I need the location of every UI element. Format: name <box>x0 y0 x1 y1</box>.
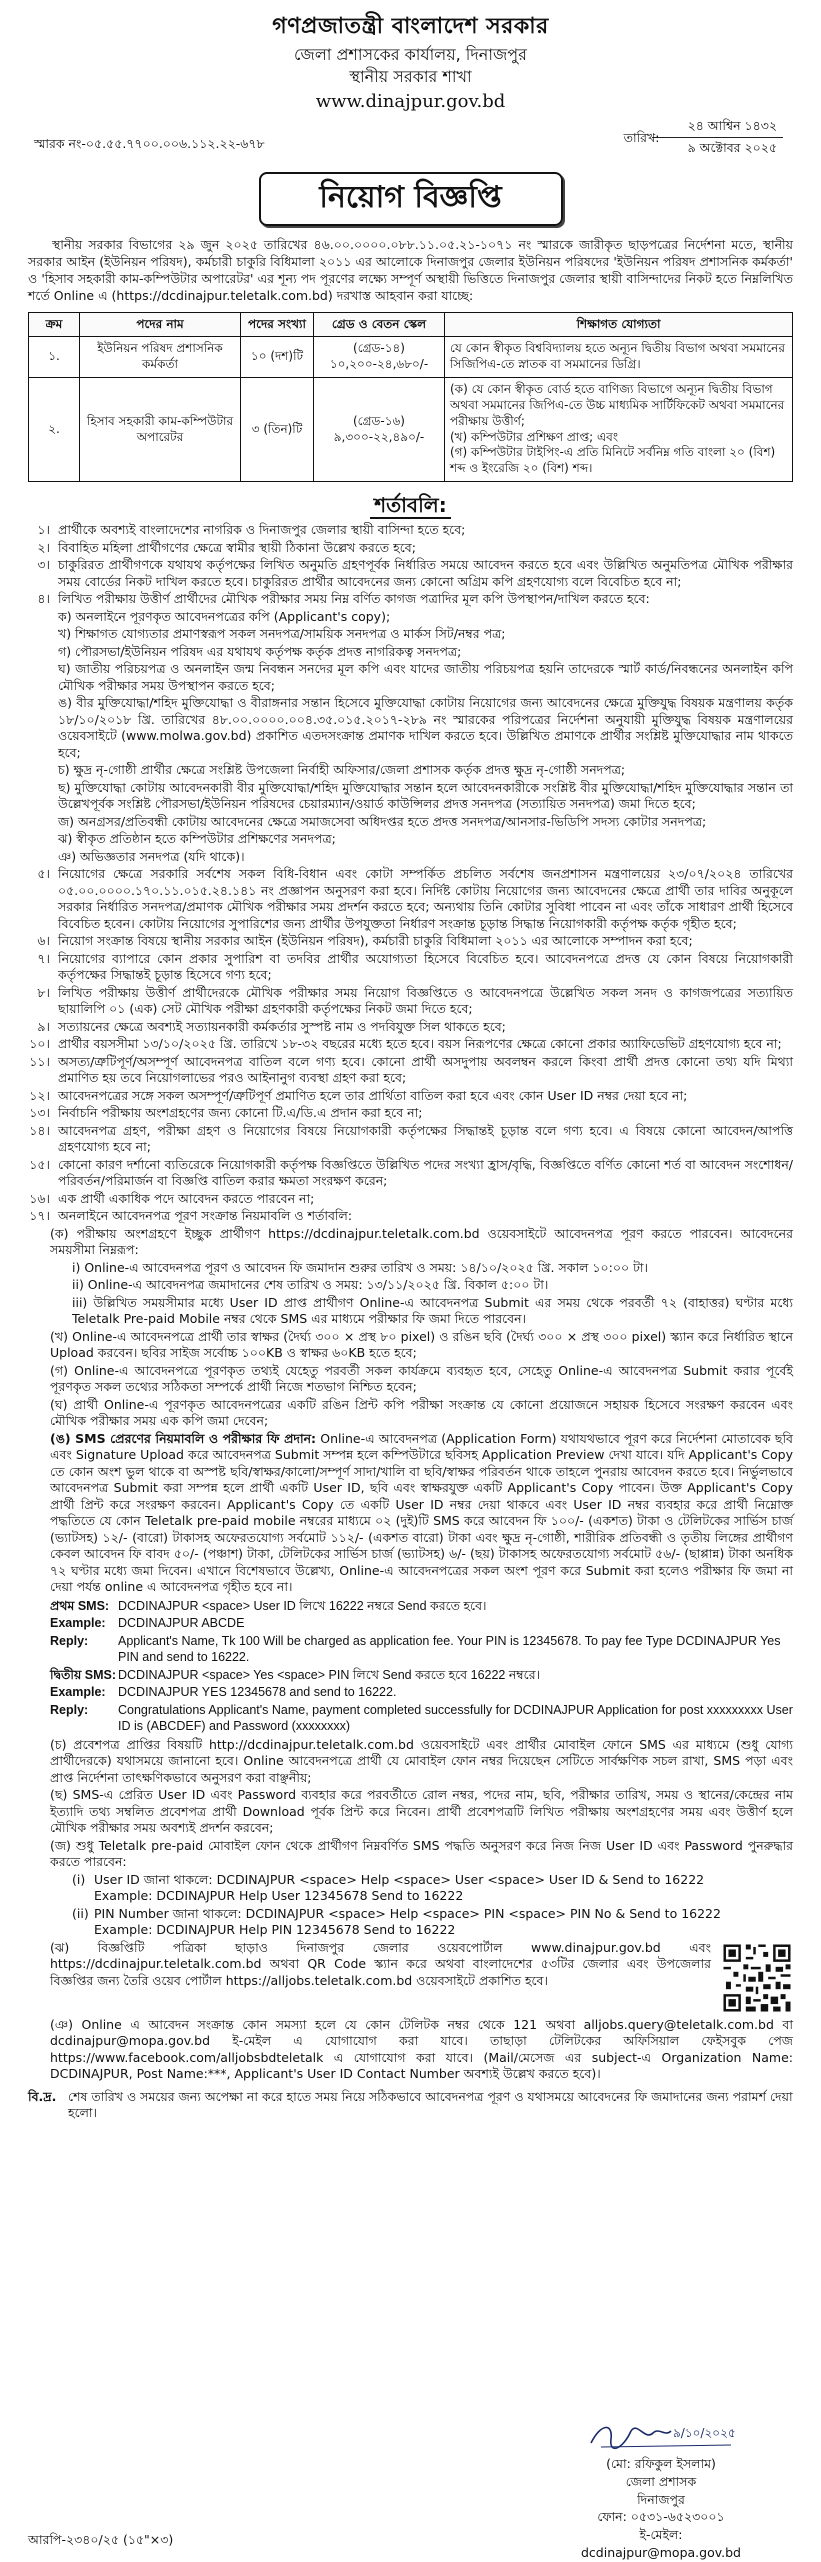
signature-date: ৯/১০/২০২৫ <box>673 2426 736 2440</box>
officer-name: (মো: রফিকুল ইসলাম) <box>606 2456 716 2471</box>
list-item: (i) User ID জানা থাকলে: DCDINAJPUR <space> Help <space> User <space> User ID & Send to 16222 Example: DCDINAJPUR Help User 12345678 Send to 16222 <box>72 1871 705 1904</box>
qualification-line: (ক) যে কোন স্বীকৃত বোর্ড হতে বাণিজ্য বিভাগে অন্যূন দ্বিতীয় বিভাগ অথবা সমমানের জিপিএ-তে উচ্চ মাধ্যমিক সার্টিফিকেট অথবা সমমানের পরীক্ষায় উত্তীর্ণ; <box>450 382 785 428</box>
footnote-label: বি.দ্র. <box>28 2088 57 2104</box>
row-qualification <box>445 337 793 378</box>
list-item: ৬। নিয়োগ সংক্রান্ত বিষয়ে স্থানীয় সরকার আইন (ইউনিয়ন পরিষদ), কর্মচারী চাকুরি বিধিমালা ২০১১ এর আলোকে সম্পাদন করা হবে; <box>37 933 693 949</box>
posts-table <box>28 312 793 482</box>
list-item: ১৭। অনলাইনে আবেদনপত্র পূরণ সংক্রান্ত নিয়মাবলি ও শর্তাবলি: <box>29 1208 353 1224</box>
list-item: প্রথম SMS: DCDINAJPUR <space> User ID লিখে 16222 নম্বরে Send করতে হবে। <box>50 1598 487 1613</box>
list-item: ছ) মুক্তিযোদ্ধা কোটায় আবেদনকারী বীর মুক্তিযোদ্ধা/শহিদ মুক্তিযোদ্ধার সন্তান হলে আবেদনকারীকে সংশ্লিষ্ট বীর মুক্তিযোদ্ধা/শহিদ মুক্তিযোদ্ধার সন্তান তা উল্লেখপূর্বক সংশ্লিষ্ট পৌরসভা/ইউনিয়ন পরিষদের চেয়ারম্যান/ওয়ার্ড কাউন্সিলর প্রদত্ত সনদপত্র (সত্যায়িত সনদপত্র) জমা দিতে হবে; <box>58 779 793 812</box>
date-bangla: ২৪ আশ্বিন ১৪৩২ <box>652 118 783 138</box>
list-item: Example: DCDINAJPUR YES 12345678 and send to 16222. <box>50 1685 397 1700</box>
online-section <box>28 1226 793 2083</box>
sms-paragraph: Online-এ আবেদনপত্র (Application Form) যথাযথভাবে পূরণ করে নির্দেশনা মোতাবেক ছবি এবং Signature Upload করে আবেদনপত্র Submit সম্পন্ন হলে কম্পিউটারে ছবিসহ Application Preview দেখা যাবে। যদি Applicant's Copy তে কোন অংশ ভুল থাকে বা অস্পষ্ট ছবি/স্বাক্ষর/কালো/সম্পূর্ণ সাদা/খালি বা ছবি/স্বাক্ষর পরিবর্তন থাকে তাহলে পুনরায় আবেদন করতে হবে। নির্ভুলভাবে আবেদনপত্র Submit করা সম্পন্ন হলে প্রার্থী একটি User ID, ছবি এবং স্বাক্ষরযুক্ত একটি Applicant's Copy পাবেন। উক্ত Applicant's Copy প্রার্থী প্রিন্ট করে সংরক্ষণ করবেন। Applicant's Copy তে একটি User ID নম্বর দেয়া থাকবে এবং User ID নম্বর ব্যবহার করে প্রার্থী নিম্নোক্ত পদ্ধতিতে যে কোন Teletalk pre-paid mobile নম্বরের মাধ্যমে ০২ (দুই)টি SMS করে আবেদন ফি ১০০/- (একশত) টাকা ও টেলিটকের সার্ভিস চার্জ (ভ্যাটসহ) ১২/- (বারো) টাকাসহ অফেরতযোগ্য সর্বমোট ১১২/- (একশত বারো) টাকা এবং ক্ষুদ্র নৃ-গোষ্ঠী, শারীরিক প্রতিবন্ধী ও তৃতীয় লিঙ্গের প্রার্থীগণ কেবল আবেদন ফি বাবদ ৫০/- (পঞ্চাশ) টাকা, টেলিটকের সার্ভিস চার্জ (ভ্যাটসহ) ৬/- (ছয়) টাকাসহ অফেরতযোগ্য সর্বমোট ৫৬/- (ছাপ্পান্ন) টাকা অনধিক ৭২ ঘণ্টার মধ্যে জমা দিবেন। এখানে বিশেষভাবে উল্লেখ্য, Online-এ আবেদনপত্রের সকল অংশ পূরণ করে Submit করা হলেও পরীক্ষার ফি জমা না দেয়া পর্যন্ত online এ আবেদনপত্র গৃহীত হবে না। <box>50 1430 793 1595</box>
row-serial: ১. <box>29 337 80 378</box>
list-item: ১৫। কোনো কারণ দর্শানো ব্যতিরেকে নিয়োগকারী কর্তৃপক্ষ বিজ্ঞপ্তিতে উল্লিখিত পদের সংখ্যা হ্রাস/বৃদ্ধি, বিজ্ঞপ্তিতে বর্ণিত কোনো শর্ত বা আবেদন সংশোধন/পরিবর্তন/পরিমার্জন বা বিজ্ঞপ্তি বাতিল করার ক্ষমতা সংরক্ষণ করেন; <box>29 1156 793 1189</box>
footnote-text: শেষ তারিখ ও সময়ের জন্য অপেক্ষা না করে হাতে সময় নিয়ে সঠিকভাবে আবেদনপত্র পূরণ ও যথাসময়ে আবেদনের ফি জমাদানের জন্য পরামর্শ দেয়া হলো। <box>68 2088 793 2121</box>
list-item: ১২। আবেদনপত্রের সঙ্গে সকল অসম্পূর্ণ/ত্রুটিপূর্ণ প্রমাণিত হলে তার প্রার্থিতা বাতিল করা হবে এবং কোন User ID নম্বর দেয়া হবে না; <box>29 1087 688 1103</box>
col-qualification: শিক্ষাগত যোগ্যতা <box>445 312 793 337</box>
qualification-line: (খ) কম্পিউটার প্রশিক্ষণ প্রাপ্ত; এবং <box>450 429 618 444</box>
col-count: পদের সংখ্যা <box>241 312 314 337</box>
list-item: (গ) Online-এ আবেদনপত্রে পূরণকৃত তথ্যই যেহেতু পরবর্তী সকল কার্যক্রমে ব্যবহৃত হবে, সেহেতু Online-এ আবেদনপত্র Submit করার পূর্বেই পূরণকৃত সকল তথ্যের সঠিকতা সম্পর্কে প্রার্থী নিজে শতভাগ নিশ্চিত হবেন; <box>50 1362 793 1395</box>
officer-phone: ফোন: ০৫৩১-৬৫২৩০০১ <box>597 2509 725 2525</box>
officer-designation: জেলা প্রশাসক <box>625 2473 697 2489</box>
list-item: ১৩। নির্বাচনি পরীক্ষায় অংশগ্রহণের জন্য কোনো টি.এ/ডি.এ প্রদান করা হবে না; <box>29 1105 423 1121</box>
pay-scale: ৯,৩০০-২২,৪৯০/- <box>333 429 425 444</box>
officer-district: দিনাজপুর <box>637 2491 685 2507</box>
list-item: ৪। লিখিত পরীক্ষায় উত্তীর্ণ প্রার্থীদের মৌখিক পরীক্ষার সময় নিম্ন বর্ণিত কাগজ পত্রাদির মূল কপি উপস্থাপন/দাখিল করতে হবে: <box>37 591 650 607</box>
list-item: (ঘ) প্রার্থী Online-এ পূরণকৃত আবেদনপত্রের একটি রঙিন প্রিন্ট কপি পরীক্ষা সংক্রান্ত যে কোনো প্রয়োজনে সহায়ক হিসেবে সংরক্ষণ করবেন এবং মৌখিক পরীক্ষার সময় এক কপি জমা দেবেন; <box>50 1396 793 1429</box>
date-label: তারিখ: <box>623 130 660 145</box>
deadline-list <box>50 1260 793 1328</box>
list-item: i) Online-এ আবেদনপত্র পূরণ ও আবেদন ফি জমাদান শুরুর তারিখ ও সময়: ১৪/১০/২০২৫ খ্রি. সকাল ১০:০০ টা। <box>72 1259 648 1275</box>
list-item: (চ) প্রবেশপত্র প্রাপ্তির বিষয়টি http://dcdinajpur.teletalk.com.bd ওয়েবসাইটে এবং প্রার্থীর মোবাইল ফোনে SMS এর মাধ্যমে (শুধু যোগ্য প্রার্থীদেরকে) যথাসময়ে জানানো হবে। Online আবেদনপত্রে প্রার্থী যে মোবাইল ফোন নম্বর দিয়েছেন সেটিতে সার্বক্ষণিক সচল রাখা, SMS পড়া এবং প্রাপ্ত নির্দেশনা তাৎক্ষণিকভাবে অনুসরণ করা বাঞ্ছনীয়; <box>50 1736 793 1785</box>
list-item: (ঝ) বিজ্ঞপ্তিটি পত্রিকা ছাড়াও দিনাজপুর জেলার ওয়েবপোর্টাল www.dinajpur.gov.bd এবং https://dcdinajpur.teletalk.com.bd অথবা QR Code স্ক্যান করে অথবা বাংলাদেশের ৫৩টির জেলার এবং উপজেলার বিজ্ঞপ্তির জন্য তৈরি ওয়েব পোর্টাল https://alljobs.teletalk.com.bd ওয়েবসাইটে প্রকাশিত হবে। <box>50 1940 793 2016</box>
intro-paragraph: স্থানীয় সরকার বিভাগের ২৯ জুন ২০২৫ তারিখের ৪৬.০০.০০০০.০৮৮.১১.০৫.২১-১০৭১ নং স্মারকে জারীকৃত ছাড়পত্রের নির্দেশনা মতে, স্থানীয় সরকার আইন (ইউনিয়ন পরিষদ), কর্মচারী চাকুরি বিধিমালা ২০১১ এর আলোকে দিনাজপুর জেলার ইউনিয়ন পরিষদের 'ইউনিয়ন পরিষদ প্রশাসনিক কর্মকর্তা' ও 'হিসাব সহকারী কাম-কম্পিউটার অপারেটর' এর শূন্য পদ পূরণের লক্ষ্যে সম্পূর্ণ অস্থায়ী ভিত্তিতে দিনাজপুর জেলার স্থায়ী বাসিন্দাদের নিকট হতে নিম্নলিখিত শর্তে Online এ (https://dcdinajpur.teletalk.com.bd) দরখাস্ত আহবান করা যাচ্ছে: <box>28 236 793 303</box>
list-item: ৮। লিখিত পরীক্ষায় উত্তীর্ণ প্রার্থীদেরকে মৌখিক পরীক্ষার সময় নিয়োগ বিজ্ঞপ্তিতে ও আবেদনপত্রে উল্লেখিত সকল সনদ ও কাগজপত্রের সত্যায়িত ছায়ালিপি ০১ (এক) সেট মৌখিক পরীক্ষা গ্রহণকারী কর্তৃপক্ষের নিকট জমা দিতে হবে; <box>37 984 793 1017</box>
pay-scale: ১০,২০০-২৪,৬৮০/- <box>329 357 429 372</box>
list-item: (খ) Online-এ আবেদনপত্রে প্রার্থী তার স্বাক্ষর (দৈর্ঘ্য ৩০০ × প্রস্থ ৮০ pixel) ও রঙিন ছবি (দৈর্ঘ্য ৩০০ × প্রস্থ ৩০০ pixel) স্ক্যান করে নির্ধারিত স্থানে Upload করবেন। ছবির সাইজ সর্বোচ্চ ১০০KB ও স্বাক্ষর ৬০KB হতে হবে; <box>50 1328 793 1361</box>
memo-meta <box>28 114 793 170</box>
col-grade: গ্রেড ও বেতন স্কেল <box>314 312 445 337</box>
list-item: জ) অনগ্রসর/প্রতিবন্ধী কোটায় আবেদনের ক্ষেত্রে সমাজসেবা অধিদপ্তর হতে প্রদত্ত সনদপত্র/আনসার-ভিডিপি সদস্য কোটার সনদপত্র; <box>58 813 707 829</box>
branch-name: স্থানীয় সরকার শাখা <box>349 67 472 87</box>
list-item: ঘ) জাতীয় পরিচয়পত্র ও অনলাইন জন্ম নিবন্ধন সনদের মূল কপি এবং যাদের জাতীয় পরিচয়পত্র হয়নি তাদেরকে স্মার্ট কার্ড/নিবন্ধনের অনলাইন কপি মৌখিক পরীক্ষার সময় উপস্থাপন করতে হবে; <box>58 661 793 693</box>
list-item: ১৪। আবেদনপত্র গ্রহণ, পরীক্ষা গ্রহণ ও নিয়োগের বিষয়ে নিয়োগকারী কর্তৃপক্ষের সিদ্ধান্তই চূড়ান্ত বলে গণ্য হবে। এ বিষয়ে কোনো আবেদন/আপত্তি গ্রহণযোগ্য হবে না; <box>29 1122 793 1155</box>
list-item: ৩। চাকুরিরত প্রার্থীগণকে যথাযথ কর্তৃপক্ষের লিখিত অনুমতি গ্রহণপূর্বক নির্ধারিত সময়ে আবেদন করতে হবে এবং উল্লিখিত অনুমতিপত্র মৌখিক পরীক্ষার সময় বোর্ডের নিকট দাখিল করতে হবে। চাকুরিরত প্রার্থীর আবেদনের জন্য কোনো অগ্রিম কপি গ্রহণযোগ্য বলে বিবেচিত হবে না; <box>37 557 793 589</box>
list-item: (ii) PIN Number জানা থাকলে: DCDINAJPUR <space> Help <space> PIN <space> PIN No & Send to 16222 Example: DCDINAJPUR Help PIN 12345678 Send to 16222 <box>72 1905 721 1938</box>
list-item: ৫। নিয়োগের ক্ষেত্রে সরকারি সর্বশেষ সকল বিধি-বিধান এবং কোটা সম্পর্কিত প্রচলিত সর্বশেষ জনপ্রশাসন মন্ত্রণালয়ের ২৩/০৭/২০২৪ তারিখের ০৫.০০.০০০০.১৭০.১১.০১৫.২৪.১৪১ নং প্রজ্ঞাপন অনুসরণ করা হবে। নির্দিষ্ট কোটায় নিয়োগের জন্য আবেদনের ক্ষেত্রে প্রার্থী তার দাবির অনুকূলে সরকার নির্ধারিত সনদপত্র/প্রমাণক মৌখিক পরীক্ষার সময় প্রদর্শন করতে হবে; অন্যথায় তিনি কোটার সুবিধা পাবেন না এবং তাঁকে সাধারণ প্রার্থী হিসেবে বিবেচিত হবেন। কোটায় নিয়োগের সুপারিশের জন্য প্রার্থীর উপযুক্ততা নির্ধারণ সংক্রান্ত চূড়ান্ত সিদ্ধান্ত নিয়োগকারী কর্তৃপক্ষ কর্তৃক গৃহীত হবে; <box>37 866 793 931</box>
list-item: (জ) শুধু Teletalk pre-paid মোবাইল ফোন থেকে প্রার্থীগণ নিম্নবর্ণিত SMS পদ্ধতি অনুসরণ করে নিজ নিজ User ID এবং Password পুনরুদ্ধার করতে পারবেন: <box>50 1837 793 1870</box>
list-item: ২। বিবাহিত মহিলা প্রার্থীগণের ক্ষেত্রে স্বামীর স্থায়ী ঠিকানা উল্লেখ করতে হবে; <box>37 539 416 555</box>
list-item: ১। প্রার্থীকে অবশ্যই বাংলাদেশের নাগরিক ও দিনাজপুর জেলার স্থায়ী বাসিন্দা হতে হবে; <box>37 522 466 538</box>
qualification-line: যে কোন স্বীকৃত বিশ্ববিদ্যালয় হতে অন্যূন দ্বিতীয় বিভাগ অথবা সমমানের সিজিপিএ-তে স্নাতক বা সমমানের ডিগ্রি। <box>450 341 785 372</box>
list-item: ১০। প্রার্থীর বয়সসীমা ১৩/১০/২০২৫ খ্রি. তারিখে ১৮-৩২ বছরের মধ্যে হতে হবে। বয়স নিরূপণের ক্ষেত্রে কোনো প্রকার অ্যাফিডেভিট গ্রহণযোগ্য হবে না; <box>29 1036 782 1052</box>
col-serial: ক্রম <box>29 312 80 337</box>
office-name: জেলা প্রশাসকের কার্যালয়, দিনাজপুর <box>294 45 527 65</box>
documents-list <box>28 609 793 866</box>
list-item: খ) শিক্ষাগত যোগ্যতার প্রমাণস্বরূপ সকল সনদপত্র/সাময়িক সনদপত্র ও মার্কস সিট/নম্বর পত্র; <box>58 626 506 642</box>
list-item: ৭। নিয়োগের ব্যাপারে কোন প্রকার সুপারিশ বা তদবির প্রার্থীর অযোগ্যতা হিসেবে বিবেচিত হবে। আবেদনপত্রে প্রদত্ত যে কোন বিষয়ে নিয়োগকারী কর্তৃপক্ষের সিদ্ধান্তই চূড়ান্ত হিসেবে গণ্য হবে; <box>37 950 793 983</box>
grade-label: (গ্রেড-১৪) <box>353 341 405 356</box>
sms-instructions <box>50 1598 793 1735</box>
signature-scrawl <box>561 2415 761 2455</box>
memo-date <box>623 118 783 156</box>
list-item: ক) অনলাইনে পূরণকৃত আবেদনপত্রের কপি (Applicant's copy); <box>58 608 391 624</box>
list-item: (ছ) SMS-এ প্রেরিত User ID এবং Password ব্যবহার করে পরবর্তীতে রোল নম্বর, পদের নাম, ছবি, পরীক্ষার তারিখ, সময় ও স্থানের/কেন্দ্রের নাম ইত্যাদি তথ্য সম্বলিত প্রবেশপত্র প্রার্থী Download পূর্বক প্রিন্ট করে নিবেন। প্রার্থী প্রবেশপত্রটি লিখিত পরীক্ষায় অংশগ্রহণের সময় এবং উত্তীর্ণ হলে মৌখিক পরীক্ষার সময় অবশ্যই প্রদর্শন করবেন; <box>50 1787 793 1836</box>
list-item: iii) উল্লিখিত সময়সীমার মধ্যে User ID প্রাপ্ত প্রার্থীগণ Online-এ আবেদনপত্র Submit এর সময় থেকে পরবর্তী ৭২ (বাহাত্তর) ঘণ্টার মধ্যে Teletalk Pre-paid Mobile নম্বর থেকে SMS এর মাধ্যমে পরীক্ষার ফি জমা দিতে পারবেন। <box>72 1294 793 1327</box>
print-code: আরপি-২৩৪০/২৫ (১৫"×৩) <box>28 2532 174 2547</box>
row-grade <box>314 337 445 378</box>
notice-title: নিয়োগ বিজ্ঞপ্তি <box>259 172 563 226</box>
footnote <box>28 2089 793 2122</box>
row-post: হিসাব সহকারী কাম-কম্পিউটার অপারেটর <box>80 378 241 482</box>
table-row <box>29 337 793 378</box>
row-grade <box>314 378 445 482</box>
list-item: চ) ক্ষুদ্র নৃ-গোষ্ঠী প্রার্থীর ক্ষেত্রে সংশ্লিষ্ট উপজেলা নির্বাহী অফিসার/জেলা প্রশাসক কর্তৃক প্রদত্ত ক্ষুদ্র নৃ-গোষ্ঠী সনদপত্র; <box>58 762 626 778</box>
government-name: গণপ্রজাতন্ত্রী বাংলাদেশ সরকার <box>272 14 549 39</box>
row-post: ইউনিয়ন পরিষদ প্রশাসনিক কর্মকর্তা <box>80 337 241 378</box>
sms-rules <box>50 1431 793 1596</box>
officer-email[interactable]: ই-মেইল: dcdinajpur@mopa.gov.bd <box>580 2527 741 2560</box>
list-item: ১৬। এক প্রার্থী একাধিক পদে আবেদন করতে পারবেন না; <box>29 1190 315 1206</box>
list-item: ১১। অসত্য/ত্রুটিপূর্ণ/অসম্পূর্ণ আবেদনপত্র বাতিল বলে গণ্য হবে। কোনো প্রার্থী অসদুপায় অবলম্বন করলে কিংবা প্রার্থী প্রদত্ত কোনো তথ্য যদি মিথ্যা প্রমাণিত হয় তবে নিয়োগলাভের পরও আইনানুগ ব্যবস্থা গ্রহণ করা হবে; <box>29 1053 793 1086</box>
list-item: Reply: Applicant's Name, Tk 100 Will be charged as application fee. Your PIN is 12345678. To pay fee Type DCDINAJPUR Yes PIN and send to 16222. <box>50 1633 781 1665</box>
signature-block <box>561 2415 761 2562</box>
list-item: (ক) পরীক্ষায় অংশগ্রহণে ইচ্ছুক প্রার্থীগণ https://dcdinajpur.teletalk.com.bd ওয়েবসাইটে আবেদনপত্র পূরণ করতে পারবেন। আবেদনের সময়সীমা নিম্নরূপ: <box>50 1225 793 1258</box>
website-link[interactable]: www.dinajpur.gov.bd <box>315 91 506 113</box>
row-count: ১০ (দশ)টি <box>241 337 314 378</box>
list-item: ii) Online-এ আবেদনপত্র জমাদানের শেষ তারিখ ও সময়: ১৩/১১/২০২৫ খ্রি. বিকাল ৫:০০ টা। <box>72 1277 549 1293</box>
list-item: (ঞ) Online এ আবেদন সংক্রান্ত কোন সমস্যা হলে যে কোন টেলিটক নম্বর থেকে 121 অথবা alljobs.query@teletalk.com.bd বা dcdinajpur@mopa.gov.bd ই-মেইল এ যোগাযোগ করা যাবে। তাছাড়া টেলিটকের অফিসিয়াল ফেইসবুক পেজ https://www.facebook.com/alljobsbdteletalk এ যোগাযোগ করা যাবে। (Mail/মেসেজ এর subject-এ Organization Name: DCDINAJPUR, Post Name:***, Applicant's User ID Contact Number অবশ্যই উল্লেখ করতে হবে)। <box>50 2016 793 2082</box>
conditions-heading: শর্তাবলি: <box>28 492 793 518</box>
letterhead <box>28 0 793 114</box>
table-row <box>29 378 793 482</box>
grade-label: (গ্রেড-১৬) <box>353 413 405 428</box>
row-qualification <box>445 378 793 482</box>
recovery-list <box>50 1872 793 1939</box>
list-item: Reply: Congratulations Applicant's Name, payment completed successfully for DCDINAJPUR Application for post xxxxxxxxx User ID is (ABCDEF) and Password (xxxxxxxx) <box>50 1702 793 1734</box>
list-item: দ্বিতীয় SMS: DCDINAJPUR <space> Yes <space> PIN লিখে Send করতে হবে 16222 নম্বরে। <box>50 1667 541 1682</box>
date-english: ৯ অক্টোবর ২০২৫ <box>687 139 777 155</box>
row-serial: ২. <box>29 378 80 482</box>
list-item: ঙ) বীর মুক্তিযোদ্ধা/শহিদ মুক্তিযোদ্ধা ও বীরাঙ্গনার সন্তান হিসেবে মুক্তিযোদ্ধা কোটায় নিয়োগের জন্য আবেদনের ক্ষেত্রে মুক্তিযুদ্ধ বিষয়ক মন্ত্রণালয় কর্তৃক ১৮/১০/২০১৮ খ্রি. তারিখের ৪৮.০০.০০০০.০০৪.৩৫.০১৫.২০১৭-২৮৯ নং স্মারকের পরিপত্রের নির্দেশনা অনুযায়ী মুক্তিযুদ্ধ বিষয়ক মন্ত্রণালয়ের ওয়েবসাইটে (www.molwa.gov.bd) প্রকাশিত এতদসংক্রান্ত প্রমাণক দাখিল করতে হবে। উল্লিখিত প্রমাণকে প্রার্থীর সংশ্লিষ্ট মুক্তিযোদ্ধার নাম থাকতে হবে; <box>58 695 793 760</box>
signature-icon <box>561 2415 761 2455</box>
col-post: পদের নাম <box>80 312 241 337</box>
list-item: গ) পৌরসভা/ইউনিয়ন পরিষদ এর যথাযথ কর্তৃপক্ষ কর্তৃক প্রদত্ত নাগরিকত্ব সনদপত্র; <box>58 643 462 659</box>
list-item: ৯। সত্যায়নের ক্ষেত্রে অবশ্যই সত্যায়নকারী কর্মকর্তার সুস্পষ্ট নাম ও পদবিযুক্ত সিল থাকতে হবে; <box>37 1018 506 1034</box>
sms-heading: (ঙ) SMS প্রেরণের নিয়মাবলি ও পরীক্ষার ফি প্রদান: <box>50 1430 317 1446</box>
conditions-list <box>28 522 793 2083</box>
list-item: ঞ) অভিজ্ঞতার সনদপত্র (যদি থাকে)। <box>58 848 245 864</box>
row-count: ৩ (তিন)টি <box>241 378 314 482</box>
table-header-row <box>29 312 793 337</box>
memo-number: স্মারক নং-০৫.৫৫.৭৭০০.০০৬.১১২.২২-৬৭৮ <box>34 136 265 151</box>
qualification-line: (গ) কম্পিউটার টাইপিং-এ প্রতি মিনিটে সর্বনিম্ন গতি বাংলা ২০ (বিশ) শব্দ ও ইংরেজি ২০ (বিশ) শব্দ। <box>450 445 776 476</box>
list-item: ঝ) স্বীকৃত প্রতিষ্ঠান হতে কম্পিউটার প্রশিক্ষণের সনদপত্র; <box>58 831 336 847</box>
list-item: Example: DCDINAJPUR ABCDE <box>50 1616 245 1631</box>
qr-code-icon[interactable] <box>721 1942 793 2014</box>
